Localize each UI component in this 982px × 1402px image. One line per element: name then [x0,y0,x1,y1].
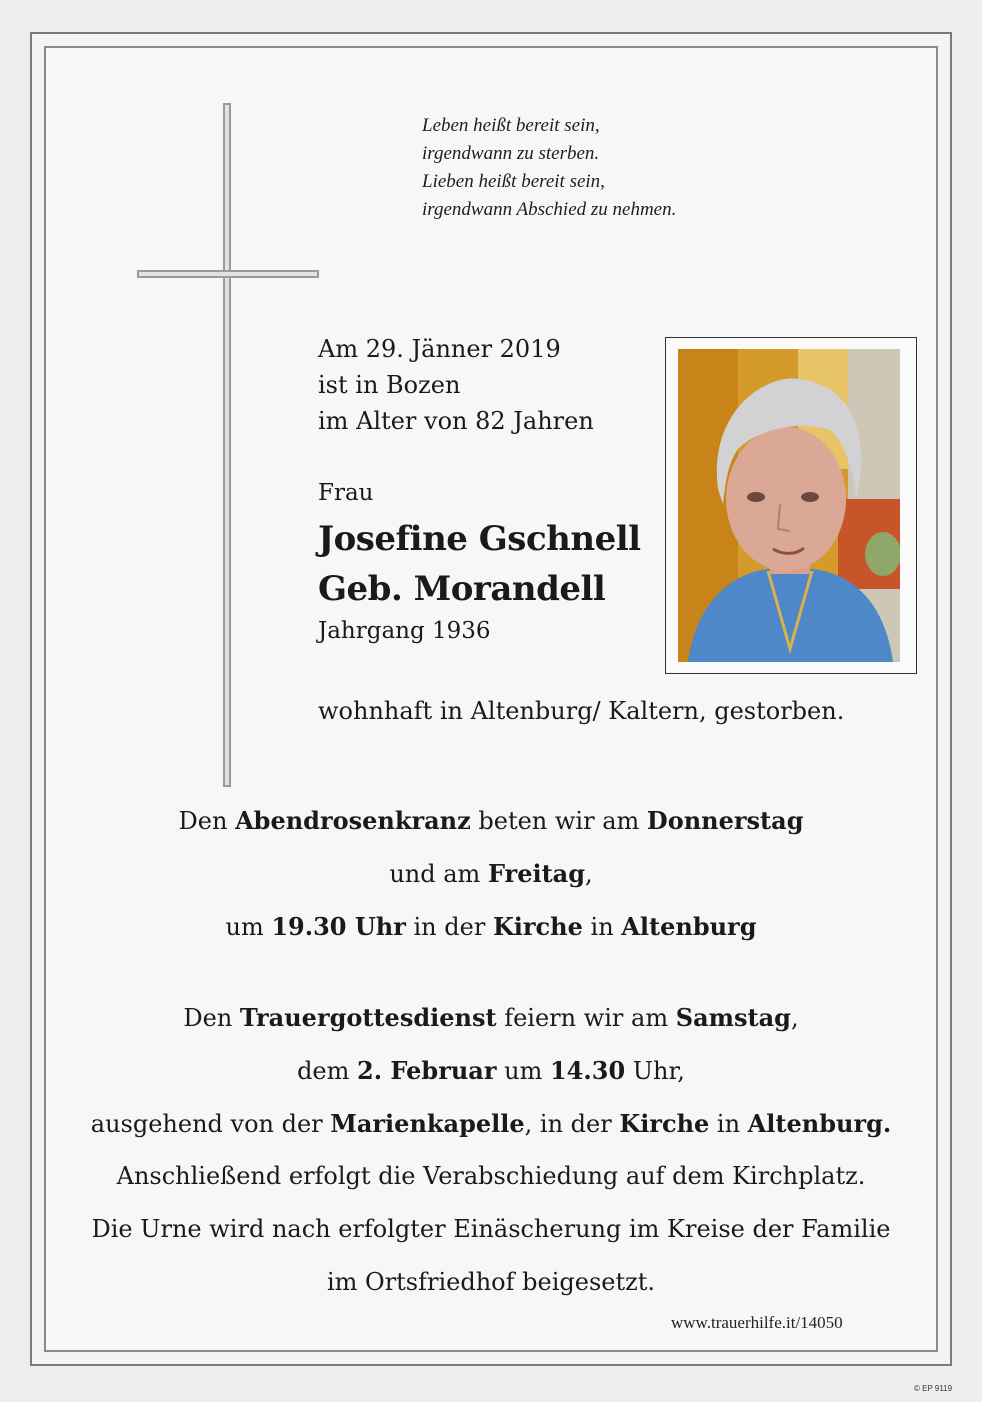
salutation: Frau [318,480,374,506]
rosary-line-2: und am Freitag, [389,859,593,888]
portrait-image [678,349,900,662]
residence: wohnhaft in Altenburg/ Kaltern, gestorben. [318,697,845,725]
cross-icon-bar [137,270,319,278]
death-place: ist in Bozen [318,371,461,399]
deceased-name-block [318,514,641,614]
deceased-name: Josefine Gschnell [318,519,641,559]
service-line-1: Den Trauergottesdienst feiern wir am Samstag, [183,1003,799,1032]
memorial-quote [422,112,822,224]
service-line-6: im Ortsfriedhof beigesetzt. [326,1268,656,1296]
service-line-4: Anschließend erfolgt die Verabschiedung auf dem Kirchplatz. [116,1162,866,1190]
portrait-photo [678,349,900,662]
birth-year: Jahrgang 1936 [318,618,491,644]
quote-line: Leben heißt bereit sein, [422,115,600,136]
quote-line: Lieben heißt bereit sein, [422,171,605,192]
service-line-5: Die Urne wird nach erfolgter Einäscherung im Kreise der Familie [91,1215,891,1243]
deceased-birth-name: Geb. Morandell [318,569,606,609]
death-age: im Alter von 82 Jahren [318,407,594,435]
cross-icon [223,103,231,787]
service-line-3: ausgehend von der Marienkapelle, in der Kirche in Altenburg. [90,1109,892,1138]
imprint: © EP 9119 [914,1384,953,1393]
rosary-line-1: Den Abendrosenkranz beten wir am Donnerstag [178,806,804,835]
quote-line: irgendwann zu sterben. [422,143,600,164]
service-line-2: dem 2. Februar um 14.30 Uhr, [297,1056,685,1085]
death-date: Am 29. Jänner 2019 [318,335,561,363]
website-link[interactable]: www.trauerhilfe.it/14050 [671,1313,843,1332]
death-announcement [318,331,594,439]
rosary-line-3: um 19.30 Uhr in der Kirche in Altenburg [225,912,757,941]
quote-line: irgendwann Abschied zu nehmen. [422,199,677,220]
